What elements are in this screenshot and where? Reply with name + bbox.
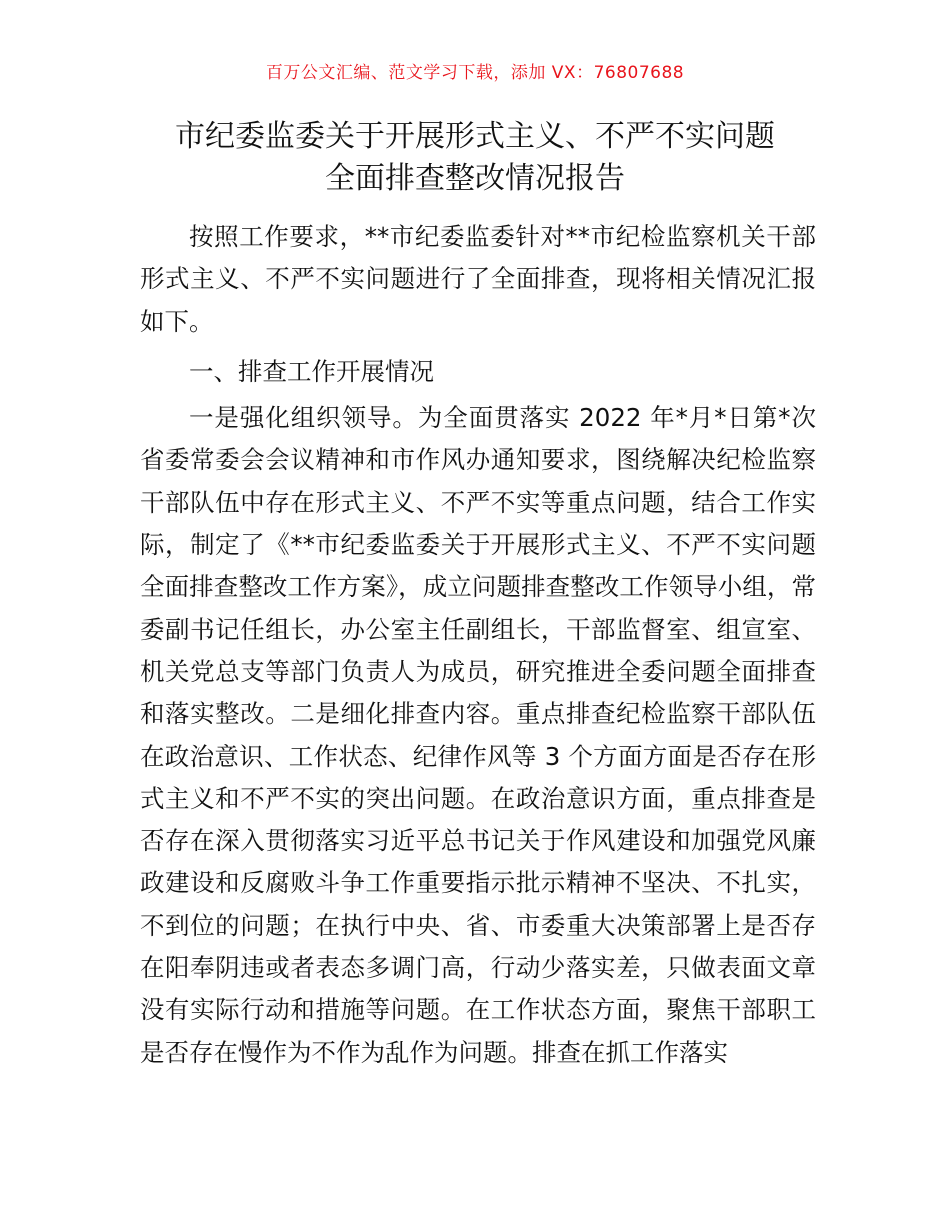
- section-body-paragraph: 一是强化组织领导。为全面贯落实 2022 年*月*日第*次省委常委会会议精神和市作风办通知要求，图绕解决纪检监察干部队伍中存在形式主义、不严不实等重点问题，结合工作实际，制定了《**市纪委监委关于开展形式主义、不严不实问题全面排查整改工作方案》，成立问题排查整改工作领导小组，常委副书记任组长，办公室主任副组长，干部监督室、组宣室、机关党总支等部门负责人为成员，研究推进全委问题全面排查和落实整改。二是细化排查内容。重点排查纪检监察干部队伍在政治意识、工作状态、纪律作风等 3 个方面方面是否存在形式主义和不严不实的突出问题。在政治意识方面，重点排查是否存在深入贯彻落实习近平总书记关于作风建设和加强党风廉政建设和反腐败斗争工作重要指示批示精神不坚决、不扎实，不到位的问题；在执行中央、省、市委重大决策部署上是否存在阳奉阴违或者表态多调门高，行动少落实差，只做表面文章没有实际行动和措施等问题。在工作状态方面，聚焦干部职工是否存在慢作为不作为乱作为问题。排查在抓工作落实: [140, 403, 816, 1067]
- title-line-1: 市纪委监委关于开展形式主义、不严不实问题: [175, 119, 775, 154]
- document-body: [140, 216, 816, 1074]
- section-heading: 一、排查工作开展情况: [189, 356, 434, 386]
- intro-paragraph: 按照工作要求，**市纪委监委针对**市纪检监察机关干部形式主义、不严不实问题进行了全面排查，现将相关情况汇报如下。: [140, 222, 816, 336]
- document-title: [60, 116, 890, 200]
- title-line-2: 全面排查整改情况报告: [325, 161, 625, 196]
- watermark-banner: 百万公文汇编、范文学习下载，添加 VX：76807688: [265, 63, 685, 83]
